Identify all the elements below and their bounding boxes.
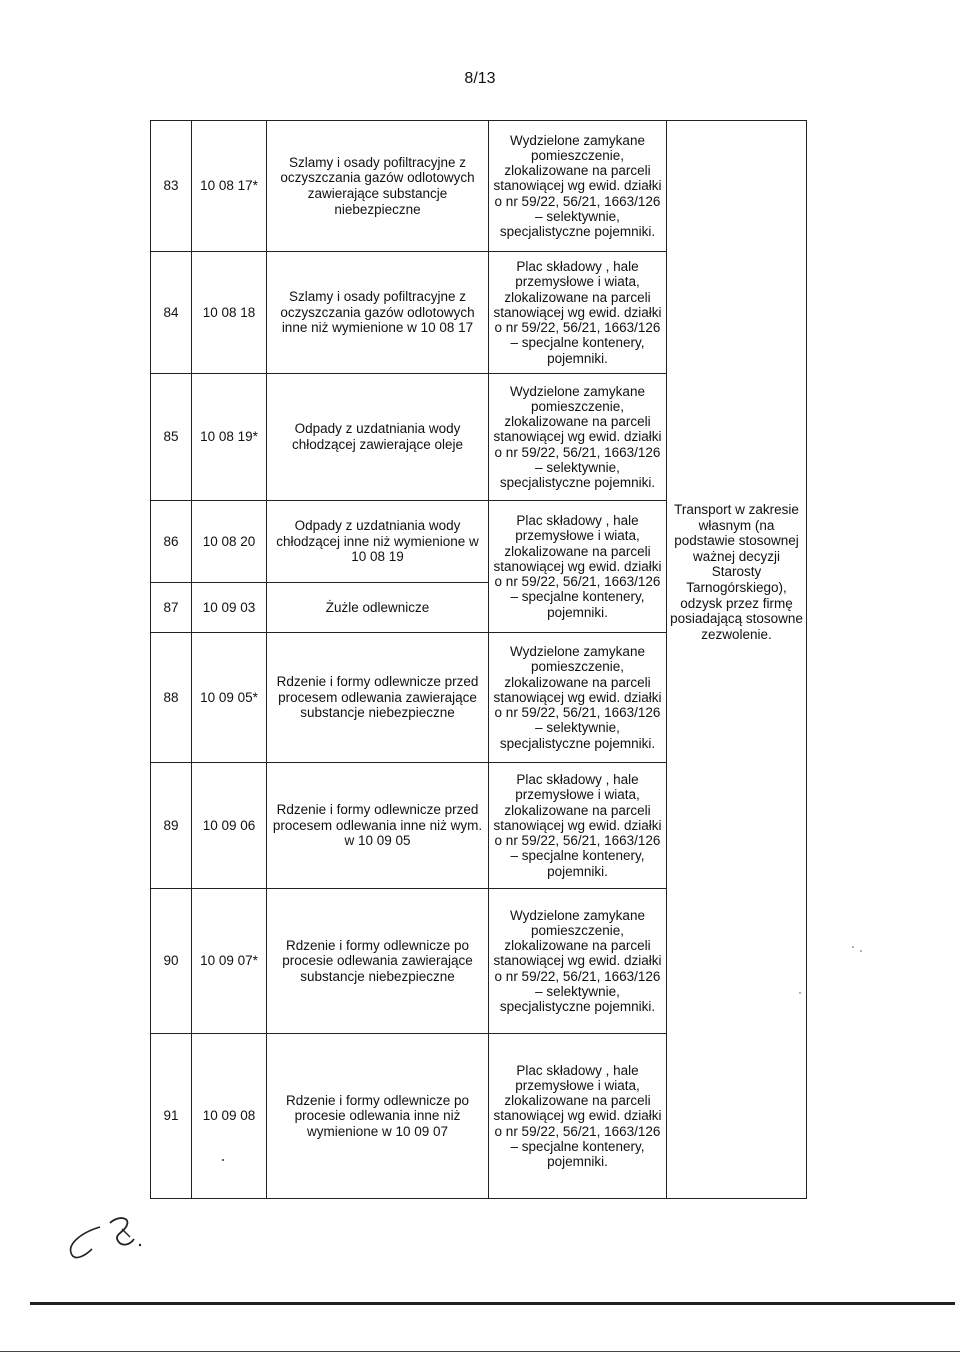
row-number: 87 [151,583,192,633]
waste-name: Żużle odlewnicze [267,583,489,633]
storage-location: Wydzielone zamykane pomieszczenie, zlokalizowane na parceli stanowiącej wg ewid. działki o nr 59/22, 56/21, 1663/126 – selektywnie, specjalistyczne pojemniki. [489,889,667,1034]
page-number: 8/13 [464,70,496,87]
waste-name: Rdzenie i formy odlewnicze przed procesem odlewania zawierające substancje niebezpieczne [267,633,489,763]
waste-code: 10 08 18 [192,252,267,374]
waste-name: Odpady z uzdatniania wody chłodzącej zawierające oleje [267,374,489,501]
row-number: 89 [151,763,192,889]
waste-code: 10 09 05* [192,633,267,763]
storage-location: Plac składowy , hale przemysłowe i wiata, zlokalizowane na parceli stanowiącej wg ewid. działki o nr 59/22, 56/21, 1663/126 – specjalne kontenery, pojemniki. [489,763,667,889]
waste-code: 10 09 03 [192,583,267,633]
waste-name: Rdzenie i formy odlewnicze przed procesem odlewania inne niż wym. w 10 09 05 [267,763,489,889]
scan-speck [799,992,801,994]
row-number: 88 [151,633,192,763]
waste-code: 10 08 17* [192,121,267,252]
scan-speck [852,946,854,948]
storage-location: Wydzielone zamykane pomieszczenie, zlokalizowane na parceli stanowiącej wg ewid. działki o nr 59/22, 56/21, 1663/126 – selektywnie, specjalistyczne pojemniki. [489,121,667,252]
scan-speck [860,950,862,952]
waste-code: 10 09 07* [192,889,267,1034]
bottom-rule-thin [0,1351,960,1352]
waste-name: Rdzenie i formy odlewnicze po procesie odlewania zawierające substancje niebezpieczne [267,889,489,1034]
handling-method: Transport w zakresie własnym (na podstawie stosownej ważnej decyzji Starosty Tarnogórskiego), odzysk przez firmę posiadającą stosowne zezwolenie. [667,121,807,1199]
row-number: 85 [151,374,192,501]
row-number: 84 [151,252,192,374]
table-row [151,121,807,252]
waste-name: Rdzenie i formy odlewnicze po procesie odlewania inne niż wymienione w 10 09 07 [267,1034,489,1199]
storage-location: Wydzielone zamykane pomieszczenie, zlokalizowane na parceli stanowiącej wg ewid. działki o nr 59/22, 56/21, 1663/126 – selektywnie, specjalistyczne pojemniki. [489,633,667,763]
row-number: 90 [151,889,192,1034]
waste-code: 10 08 19* [192,374,267,501]
waste-table [150,120,807,1199]
storage-location: Wydzielone zamykane pomieszczenie, zlokalizowane na parceli stanowiącej wg ewid. działki o nr 59/22, 56/21, 1663/126 – selektywnie, specjalistyczne pojemniki. [489,374,667,501]
waste-name: Odpady z uzdatniania wody chłodzącej inne niż wymienione w 10 08 19 [267,501,489,583]
bottom-rule-thick [30,1302,955,1305]
waste-code: 10 08 20 [192,501,267,583]
waste-code: 10 09 08 [192,1034,267,1199]
storage-location: Plac składowy , hale przemysłowe i wiata, zlokalizowane na parceli stanowiącej wg ewid. działki o nr 59/22, 56/21, 1663/126 – specjalne kontenery, pojemniki. [489,501,667,633]
row-number: 83 [151,121,192,252]
storage-location: Plac składowy , hale przemysłowe i wiata, zlokalizowane na parceli stanowiącej wg ewid. działki o nr 59/22, 56/21, 1663/126 – specjalne kontenery, pojemniki. [489,1034,667,1199]
row-number: 91 [151,1034,192,1199]
waste-name: Szlamy i osady pofiltracyjne z oczyszczania gazów odlotowych inne niż wymienione w 10 08 17 [267,252,489,374]
waste-name: Szlamy i osady pofiltracyjne z oczyszczania gazów odlotowych zawierające substancje niebezpieczne [267,121,489,252]
scan-speck [222,1159,224,1161]
row-number: 86 [151,501,192,583]
storage-location: Plac składowy , hale przemysłowe i wiata, zlokalizowane na parceli stanowiącej wg ewid. działki o nr 59/22, 56/21, 1663/126 – specjalne kontenery, pojemniki. [489,252,667,374]
waste-code: 10 09 06 [192,763,267,889]
handwritten-signature [60,1205,150,1265]
